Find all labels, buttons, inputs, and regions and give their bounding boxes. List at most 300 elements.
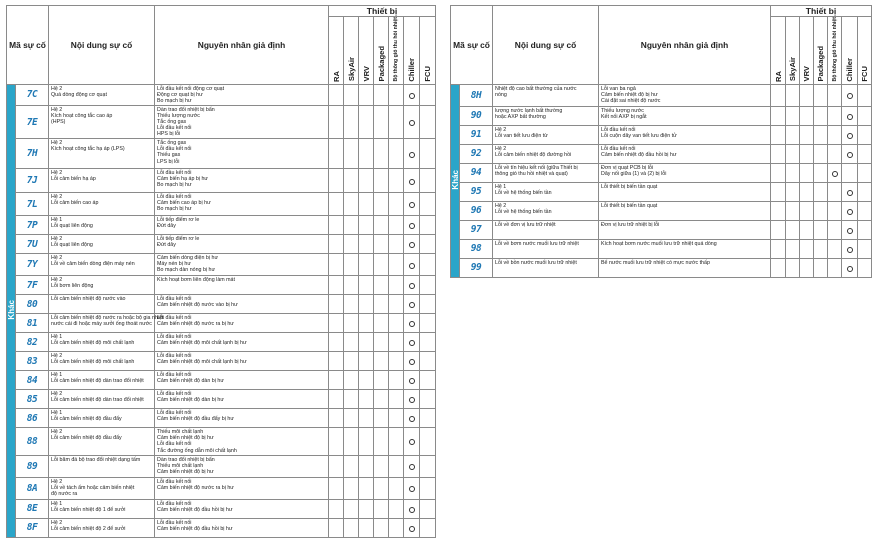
device-cell-ra xyxy=(329,499,344,518)
device-cell-skyair xyxy=(344,295,359,314)
device-cell-vrv xyxy=(800,106,814,125)
table-row xyxy=(7,518,436,537)
applicable-circle-icon xyxy=(847,93,853,99)
error-cause xyxy=(155,169,329,193)
applicable-circle-icon xyxy=(847,228,853,234)
device-cell-skyair xyxy=(786,144,800,163)
device-cell-packaged xyxy=(814,144,828,163)
device-header-label: Packaged xyxy=(816,46,826,82)
content-line: Lỗi về hệ thống biến tần xyxy=(495,208,552,215)
device-cell-ra xyxy=(771,163,786,182)
device-header-packaged xyxy=(374,17,389,85)
cause-line: Lỗi đầu kết nối xyxy=(157,410,192,417)
device-cell-chiller xyxy=(404,333,420,352)
cause-line: Bo mạch dàn nóng bị hư xyxy=(157,267,216,274)
content-line: Hệ 2 xyxy=(51,170,63,177)
device-cell-vrv xyxy=(359,105,374,138)
group-label-cell xyxy=(451,84,460,277)
device-cell-skyair xyxy=(344,371,359,390)
device-cell-packaged xyxy=(374,518,389,537)
device-cell-chiller xyxy=(404,84,420,105)
device-cell-vrv xyxy=(359,518,374,537)
table-row xyxy=(451,220,872,239)
device-cell-bo-thong-gio-thu-hoi-nhiet xyxy=(828,84,842,106)
applicable-circle-icon xyxy=(409,359,415,365)
cause-line: Cảm biến dòng điện bị hư xyxy=(157,255,218,262)
device-cell-packaged xyxy=(374,390,389,409)
cause-line: Cảm biến cao áp bị hư xyxy=(157,200,211,207)
applicable-circle-icon xyxy=(409,242,415,248)
error-code: 84 xyxy=(16,371,49,390)
device-cell-ra xyxy=(329,333,344,352)
device-cell-vrv xyxy=(800,144,814,163)
cause-line: Lỗi đầu kết nối xyxy=(157,353,192,360)
cause-line: Thiếu môi chất lạnh xyxy=(157,429,204,436)
device-header-fcu xyxy=(858,17,872,85)
device-header-ra xyxy=(329,17,344,85)
device-cell-vrv xyxy=(359,428,374,455)
device-cell-bo-thong-gio-thu-hoi-nhiet xyxy=(389,295,404,314)
error-cause xyxy=(155,193,329,216)
content-line: Lỗi cảm biến cao áp xyxy=(51,200,99,207)
device-header-label: RA xyxy=(331,70,341,82)
device-cell-chiller xyxy=(842,125,858,144)
device-cell-packaged xyxy=(374,477,389,499)
error-cause xyxy=(155,428,329,455)
device-header-vrv xyxy=(800,17,814,85)
device-cell-vrv xyxy=(359,295,374,314)
content-line: Lỗi về cảm biến dòng điện máy nén xyxy=(51,261,135,268)
device-cell-fcu xyxy=(858,84,872,106)
error-code: 89 xyxy=(16,455,49,477)
device-cell-ra xyxy=(329,428,344,455)
device-cell-fcu xyxy=(420,84,436,105)
cause-line: Cảm biến nhiệt độ dàn bị hư xyxy=(157,378,224,385)
content-line: Hệ 2 xyxy=(51,391,63,398)
device-cell-fcu xyxy=(420,371,436,390)
device-cell-vrv xyxy=(359,499,374,518)
cause-line: Thiếu lượng nước xyxy=(157,112,200,119)
device-cell-vrv xyxy=(359,371,374,390)
device-cell-ra xyxy=(329,477,344,499)
device-cell-vrv xyxy=(359,235,374,254)
error-code: 7J xyxy=(16,169,49,193)
device-cell-skyair xyxy=(786,239,800,258)
error-cause xyxy=(599,201,771,220)
cause-line: Bo mạch bị hư xyxy=(157,182,192,189)
device-cell-chiller xyxy=(404,477,420,499)
device-cell-bo-thong-gio-thu-hoi-nhiet xyxy=(389,428,404,455)
device-header-label: FCU xyxy=(860,65,870,82)
device-cell-chiller xyxy=(404,371,420,390)
cause-header xyxy=(599,6,771,85)
applicable-circle-icon xyxy=(409,486,415,492)
device-header-chiller xyxy=(404,17,420,85)
error-content xyxy=(49,352,155,371)
device-cell-chiller xyxy=(404,518,420,537)
applicable-circle-icon xyxy=(409,302,415,308)
device-cell-fcu xyxy=(858,106,872,125)
device-header-vrv xyxy=(359,17,374,85)
device-cell-skyair xyxy=(344,428,359,455)
content-line: Hệ 2 xyxy=(51,353,63,360)
device-cell-fcu xyxy=(420,276,436,295)
error-content xyxy=(49,216,155,235)
error-code: 91 xyxy=(460,125,493,144)
applicable-circle-icon xyxy=(832,171,838,177)
cause-line: Lỗi đầu kết nối xyxy=(157,146,192,153)
error-content xyxy=(49,169,155,193)
device-cell-bo-thong-gio-thu-hoi-nhiet xyxy=(828,182,842,201)
device-cell-packaged xyxy=(374,409,389,428)
content-line: Hệ 1 xyxy=(51,334,63,341)
content-header-label: Nội dung sự cố xyxy=(70,39,133,50)
error-cause xyxy=(155,84,329,105)
cause-line: Lỗi đầu kết nối xyxy=(157,441,192,448)
device-cell-bo-thong-gio-thu-hoi-nhiet xyxy=(828,220,842,239)
group-label-cell xyxy=(7,84,16,537)
cause-line: Đơn vị lưu trữ nhiệt bị lỗi xyxy=(601,221,660,228)
error-cause xyxy=(599,125,771,144)
device-cell-fcu xyxy=(858,201,872,220)
device-cell-bo-thong-gio-thu-hoi-nhiet xyxy=(389,314,404,333)
applicable-circle-icon xyxy=(409,321,415,327)
content-line: Lỗi van tiết lưu điện từ xyxy=(495,132,548,139)
device-cell-skyair xyxy=(344,314,359,333)
content-line: Lỗi cảm biến nhiệt độ dàn trao đổi nhiệt xyxy=(51,397,144,404)
device-cell-vrv xyxy=(800,163,814,182)
error-code: 7F xyxy=(16,276,49,295)
content-line: Lỗi quạt liên động xyxy=(51,242,93,249)
table-row xyxy=(7,455,436,477)
error-cause xyxy=(155,216,329,235)
cause-line: Bể nước muối lưu trữ nhiệt có mực nước thấp xyxy=(601,259,710,266)
applicable-circle-icon xyxy=(409,202,415,208)
device-cell-chiller xyxy=(404,390,420,409)
applicable-circle-icon xyxy=(409,223,415,229)
error-code-table-left xyxy=(6,5,436,538)
device-header-packaged xyxy=(814,17,828,85)
error-cause xyxy=(155,295,329,314)
device-cell-ra xyxy=(329,455,344,477)
cause-line: Bo mạch bị hư xyxy=(157,97,192,104)
cause-line: Cảm biến nhiệt độ đầu hồi bị hư xyxy=(157,506,233,513)
table-row xyxy=(451,182,872,201)
device-header-bo-thong-gio-thu-hoi-nhiet xyxy=(828,17,842,85)
device-cell-vrv xyxy=(359,84,374,105)
device-cell-skyair xyxy=(344,254,359,276)
content-line: Hệ 2 xyxy=(51,255,63,262)
error-code: 7H xyxy=(16,139,49,169)
device-cell-bo-thong-gio-thu-hoi-nhiet xyxy=(389,518,404,537)
table-header xyxy=(7,6,436,85)
device-cell-fcu xyxy=(420,352,436,371)
error-code: 8F xyxy=(16,518,49,537)
content-line: Lỗi bơm liên động xyxy=(51,283,94,290)
device-cell-ra xyxy=(771,239,786,258)
device-cell-ra xyxy=(329,105,344,138)
device-cell-packaged xyxy=(374,139,389,169)
cause-line: Dây nối giữa (1) và (2) bị lỗi xyxy=(601,170,667,177)
device-cell-skyair xyxy=(344,409,359,428)
cause-line: Cảm biến nhiệt độ bị hư xyxy=(157,468,214,475)
device-cell-vrv xyxy=(359,455,374,477)
device-header-label: Bộ thông gió thu hồi nhiệt xyxy=(393,17,400,82)
error-cause xyxy=(155,455,329,477)
device-cell-ra xyxy=(329,371,344,390)
device-cell-chiller xyxy=(404,139,420,169)
cause-line: Lỗi đầu kết nối xyxy=(601,145,636,152)
cause-line: Lỗi cuộn dây van tiết lưu điện tử xyxy=(601,132,677,139)
device-header-label: Packaged xyxy=(376,46,386,82)
error-content xyxy=(493,84,599,106)
device-header-skyair xyxy=(786,17,800,85)
content-line: Lỗi cảm biến nhiệt độ nước ra hoặc bộ gia nhiệt xyxy=(51,315,164,322)
cause-header-label: Nguyên nhân giả định xyxy=(640,39,729,50)
cause-line: Lỗi đầu kết nối xyxy=(157,519,192,526)
device-cell-chiller xyxy=(404,295,420,314)
table-row xyxy=(7,333,436,352)
cause-header-label: Nguyên nhân giả định xyxy=(197,39,286,50)
device-cell-packaged xyxy=(374,193,389,216)
table-row xyxy=(7,216,436,235)
cause-line: Cảm biến nhiệt độ dàn bị hư xyxy=(157,397,224,404)
cause-line: Cảm biến nhiệt độ bị hư xyxy=(157,435,214,442)
device-cell-chiller xyxy=(404,352,420,371)
error-code: 98 xyxy=(460,239,493,258)
cause-line: Kích hoạt bơm nước muối lưu trữ nhiệt quá dòng xyxy=(601,240,717,247)
device-cell-ra xyxy=(329,235,344,254)
device-cell-ra xyxy=(329,276,344,295)
device-cell-ra xyxy=(329,169,344,193)
error-content xyxy=(493,220,599,239)
error-content xyxy=(493,163,599,182)
applicable-circle-icon xyxy=(847,190,853,196)
device-cell-ra xyxy=(329,314,344,333)
device-cell-skyair xyxy=(344,216,359,235)
device-cell-vrv xyxy=(359,314,374,333)
applicable-circle-icon xyxy=(409,93,415,99)
device-cell-skyair xyxy=(344,333,359,352)
device-cell-packaged xyxy=(814,182,828,201)
device-cell-packaged xyxy=(814,125,828,144)
cause-line: HPS bị lỗi xyxy=(157,131,181,138)
device-cell-vrv xyxy=(359,409,374,428)
error-code: 82 xyxy=(16,333,49,352)
device-cell-packaged xyxy=(374,352,389,371)
cause-line: Lỗi đầu kết nối xyxy=(157,334,192,341)
cause-line: Lỗi đầu kết nối xyxy=(601,126,636,133)
cause-line: Lỗi đầu kết nối xyxy=(157,194,192,201)
table-row xyxy=(451,84,872,106)
table-row xyxy=(7,477,436,499)
table-row xyxy=(451,144,872,163)
table-row xyxy=(451,239,872,258)
device-cell-packaged xyxy=(374,84,389,105)
content-line: Hệ 2 xyxy=(51,277,63,284)
table-row xyxy=(7,84,436,105)
cause-line: Kích hoạt bơm liên động làm mát xyxy=(157,277,235,284)
device-cell-ra xyxy=(771,182,786,201)
table-row xyxy=(7,169,436,193)
device-cell-chiller xyxy=(404,409,420,428)
device-header-label: Bộ thông gió thu hồi nhiệt xyxy=(831,17,838,82)
content-line: Lỗi cảm biến nhiệt độ 1 để sưởi xyxy=(51,506,126,513)
error-content xyxy=(49,276,155,295)
device-cell-fcu xyxy=(420,295,436,314)
error-code: 7E xyxy=(16,105,49,138)
device-cell-ra xyxy=(771,84,786,106)
cause-line: Lỗi đầu kết nối xyxy=(157,500,192,507)
error-content xyxy=(49,477,155,499)
device-cell-ra xyxy=(771,106,786,125)
device-cell-skyair xyxy=(786,201,800,220)
device-cell-chiller xyxy=(404,169,420,193)
applicable-circle-icon xyxy=(409,283,415,289)
cause-line: Tắc ống gas xyxy=(157,119,187,126)
content-line: nóng xyxy=(495,91,507,98)
device-cell-vrv xyxy=(359,390,374,409)
device-header-ra xyxy=(771,17,786,85)
error-cause xyxy=(599,258,771,277)
device-cell-chiller xyxy=(404,428,420,455)
cause-line: Cài đặt sai nhiệt độ nước xyxy=(601,97,661,104)
code-header xyxy=(7,6,49,85)
table-header xyxy=(451,6,872,85)
device-cell-skyair xyxy=(786,125,800,144)
device-cell-bo-thong-gio-thu-hoi-nhiet xyxy=(389,193,404,216)
device-cell-bo-thong-gio-thu-hoi-nhiet xyxy=(389,216,404,235)
device-cell-chiller xyxy=(842,182,858,201)
cause-line: Lỗi đầu kết nối xyxy=(157,391,192,398)
device-cell-ra xyxy=(771,220,786,239)
cause-line: Cảm biến nhiệt độ bị hư xyxy=(601,91,658,98)
device-cell-bo-thong-gio-thu-hoi-nhiet xyxy=(389,390,404,409)
device-header-chiller xyxy=(842,17,858,85)
content-line: độ nước ra xyxy=(51,490,78,497)
device-cell-skyair xyxy=(344,518,359,537)
error-code: 7L xyxy=(16,193,49,216)
content-line: Kích hoạt công tắc cao áp xyxy=(51,112,113,119)
error-cause xyxy=(155,139,329,169)
device-cell-packaged xyxy=(374,276,389,295)
device-cell-bo-thong-gio-thu-hoi-nhiet xyxy=(389,235,404,254)
device-cell-ra xyxy=(771,144,786,163)
cause-line: Lỗi đầu kết nối xyxy=(157,372,192,379)
device-cell-skyair xyxy=(786,106,800,125)
error-content xyxy=(49,139,155,169)
applicable-circle-icon xyxy=(847,114,853,120)
error-cause xyxy=(155,499,329,518)
table-row xyxy=(451,201,872,220)
device-cell-fcu xyxy=(858,220,872,239)
table-row xyxy=(7,352,436,371)
device-cell-fcu xyxy=(858,258,872,277)
table-row xyxy=(7,390,436,409)
device-cell-chiller xyxy=(842,239,858,258)
error-code: 85 xyxy=(16,390,49,409)
error-code: 81 xyxy=(16,314,49,333)
cause-line: Cảm biến nhiệt độ nước vào bị hư xyxy=(157,302,238,309)
device-cell-fcu xyxy=(858,239,872,258)
applicable-circle-icon xyxy=(847,266,853,272)
cause-line: Cảm biến nhiệt độ môi chất lạnh bị hư xyxy=(157,359,247,366)
device-cell-fcu xyxy=(420,314,436,333)
group-label: Khác xyxy=(451,169,460,190)
error-code: 99 xyxy=(460,258,493,277)
device-header-label: VRV xyxy=(361,66,371,82)
error-cause xyxy=(155,409,329,428)
cause-line: LPS bị lỗi xyxy=(157,158,180,165)
device-cell-fcu xyxy=(858,144,872,163)
device-cell-skyair xyxy=(344,193,359,216)
device-cell-skyair xyxy=(344,390,359,409)
table-row xyxy=(451,125,872,144)
device-cell-vrv xyxy=(359,352,374,371)
error-code: 94 xyxy=(460,163,493,182)
error-content xyxy=(49,105,155,138)
device-cell-fcu xyxy=(420,216,436,235)
content-line: Lỗi cảm biến nhiệt độ đường hồi xyxy=(495,151,572,158)
content-line: Hệ 2 xyxy=(51,236,63,243)
content-line: Hệ 2 xyxy=(51,85,63,92)
error-code: 80 xyxy=(16,295,49,314)
content-line: Hệ 2 xyxy=(495,145,507,152)
error-content xyxy=(493,106,599,125)
device-cell-ra xyxy=(771,201,786,220)
error-code: 8E xyxy=(16,499,49,518)
device-cell-bo-thong-gio-thu-hoi-nhiet xyxy=(389,499,404,518)
applicable-circle-icon xyxy=(409,340,415,346)
error-code: 86 xyxy=(16,409,49,428)
device-cell-chiller xyxy=(404,235,420,254)
error-content xyxy=(49,371,155,390)
device-cell-vrv xyxy=(800,84,814,106)
table-row xyxy=(7,139,436,169)
cause-line: Kết nối AXP bị ngắt xyxy=(601,113,647,120)
cause-line: Dàn trao đổi nhiệt bị bẩn xyxy=(157,456,215,463)
cause-line: Thiếu môi chất lạnh xyxy=(157,462,204,469)
device-cell-packaged xyxy=(374,105,389,138)
content-line: Hệ 1 xyxy=(51,500,63,507)
device-cell-ra xyxy=(329,193,344,216)
content-line: Hệ 2 xyxy=(51,519,63,526)
device-cell-chiller xyxy=(842,258,858,277)
device-cell-fcu xyxy=(420,428,436,455)
error-cause xyxy=(599,239,771,258)
device-cell-fcu xyxy=(420,455,436,477)
error-cause xyxy=(155,477,329,499)
device-cell-chiller xyxy=(842,144,858,163)
device-header-label: RA xyxy=(773,70,783,82)
device-cell-packaged xyxy=(814,239,828,258)
device-header-label: SkyAir xyxy=(346,57,356,82)
content-line: Lỗi cảm biến nhiệt độ nước vào xyxy=(51,296,126,303)
device-cell-skyair xyxy=(786,182,800,201)
device-cell-packaged xyxy=(374,371,389,390)
content-line: Hệ 2 xyxy=(51,429,63,436)
content-line: Hệ 1 xyxy=(51,410,63,417)
cause-line: Thiếu lượng nước xyxy=(601,107,644,114)
device-cell-ra xyxy=(329,518,344,537)
applicable-circle-icon xyxy=(409,263,415,269)
device-cell-packaged xyxy=(814,201,828,220)
device-cell-skyair xyxy=(344,276,359,295)
content-line: Lỗi cảm biến nhiệt độ đầu đẩy xyxy=(51,416,122,423)
device-cell-bo-thong-gio-thu-hoi-nhiet xyxy=(828,106,842,125)
device-cell-chiller xyxy=(842,220,858,239)
code-header-label: Mã sự cố xyxy=(453,39,490,50)
